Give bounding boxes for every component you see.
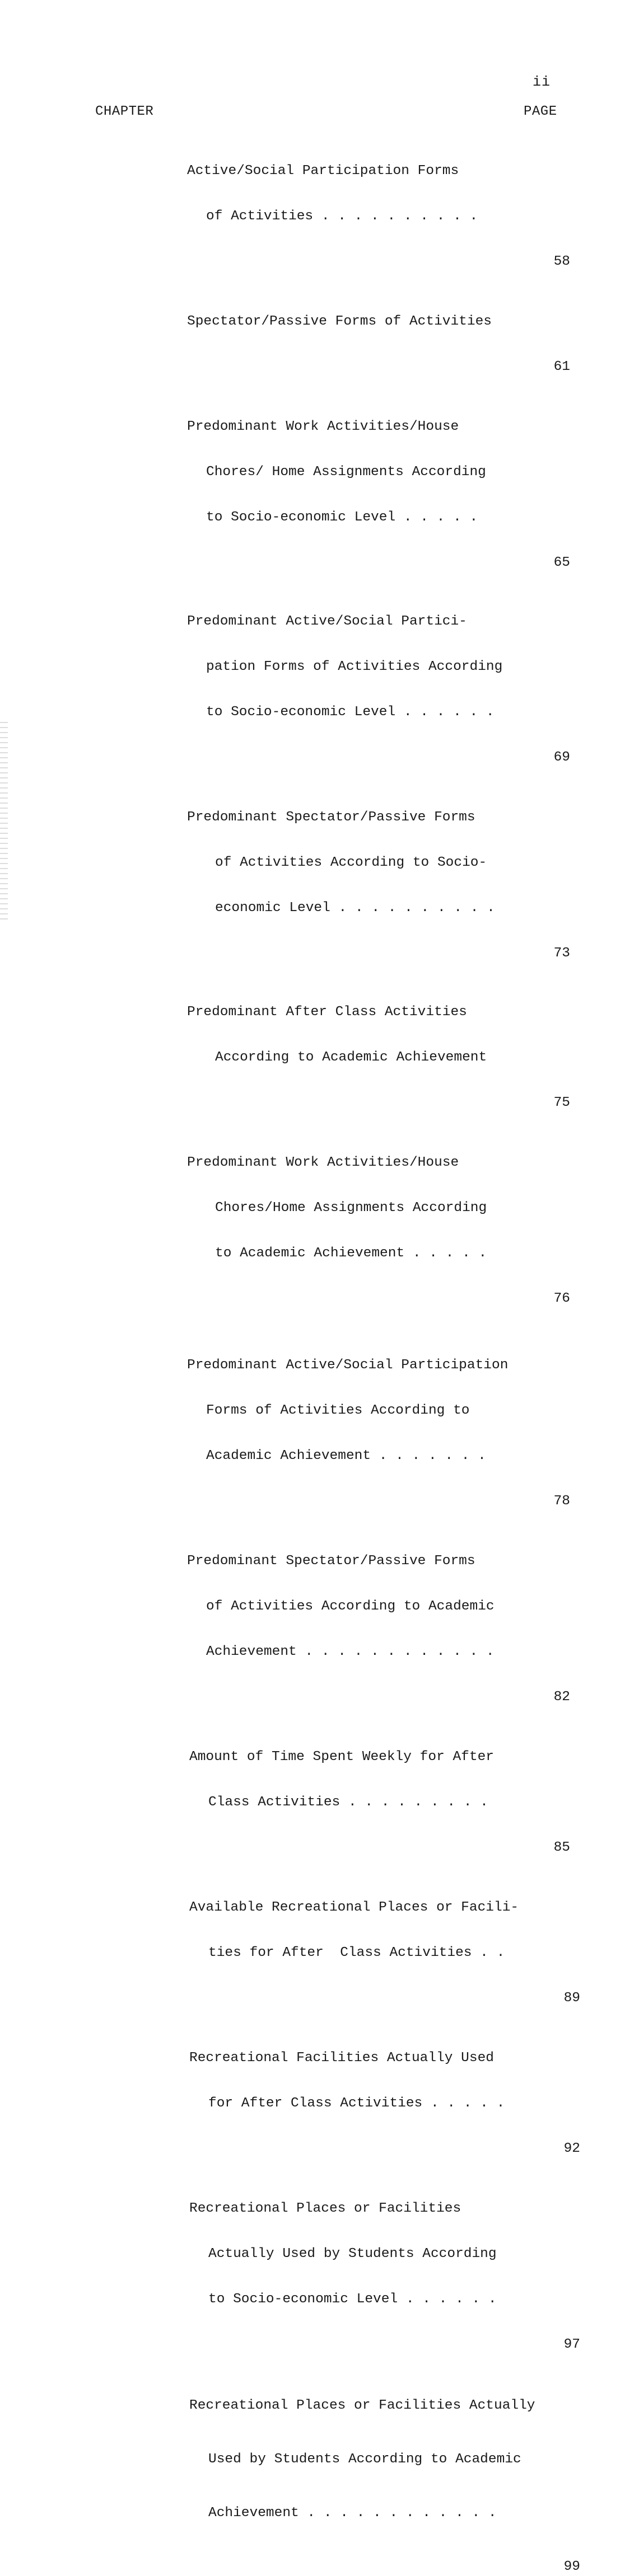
entry-page-number: 82: [553, 1690, 570, 1705]
entry-title-line: Available Recreational Places or Facili-: [189, 1900, 519, 1915]
entry-title-line: Academic Achievement . . . . . . .: [206, 1448, 486, 1463]
entry-page-number: 92: [563, 2141, 580, 2156]
entry-page-number: 89: [563, 1991, 580, 2006]
entry-title-line: Achievement . . . . . . . . . . . .: [208, 2505, 497, 2521]
entry-title-line: Predominant Work Activities/House: [187, 1155, 459, 1170]
toc-entry: [187, 284, 579, 374]
entry-page-number: 58: [553, 254, 570, 269]
entry-page-number: 65: [553, 555, 570, 570]
entry-title-line: Class Activities . . . . . . . . .: [208, 1795, 488, 1810]
entry-title-line: Chores/Home Assignments According: [215, 1200, 487, 1216]
toc-entry: [189, 2361, 579, 2576]
page-number: ii: [533, 74, 551, 90]
toc-entry: [189, 1719, 579, 1855]
entry-title-line: to Socio-economic Level . . . . . .: [206, 705, 495, 720]
entry-page-number: 75: [553, 1095, 570, 1110]
entry-title-line: Predominant Spectator/Passive Forms: [187, 810, 475, 825]
entry-title-line: Used by Students According to Academic: [208, 2452, 521, 2467]
entry-title-line: Achievement . . . . . . . . . . . .: [206, 1644, 495, 1659]
entry-page-number: 61: [553, 359, 570, 374]
entry-title-line: Amount of Time Spent Weekly for After: [189, 1749, 494, 1765]
entry-page-number: 69: [553, 750, 570, 765]
page-column-header: PAGE: [524, 104, 557, 119]
toc-entry: [189, 2020, 579, 2156]
chapter-column-header: CHAPTER: [95, 104, 154, 119]
entry-title-line: According to Academic Achievement: [215, 1050, 487, 1065]
entry-title-line: Active/Social Participation Forms: [187, 163, 459, 179]
entry-title-line: Chores/ Home Assignments According: [206, 464, 486, 480]
entry-title-line: Predominant Work Activities/House: [187, 419, 459, 434]
entry-title-line: Spectator/Passive Forms of Activities: [187, 314, 492, 329]
entry-title-line: Forms of Activities According to: [206, 1403, 470, 1418]
entry-title-line: economic Level . . . . . . . . . .: [215, 900, 495, 916]
entry-title-line: Recreational Facilities Actually Used: [189, 2051, 494, 2066]
table-of-contents-list: [187, 133, 579, 2576]
entry-title-line: Recreational Places or Facilities Actually: [189, 2398, 535, 2413]
entry-title-line: Actually Used by Students According: [208, 2246, 497, 2261]
entry-title-line: Predominant After Class Activities: [187, 1005, 467, 1020]
toc-entry: [187, 1125, 579, 1306]
toc-entry: [187, 1523, 579, 1705]
entry-title-line: pation Forms of Activities According: [206, 659, 503, 674]
entry-title-line: of Activities According to Academic: [206, 1599, 495, 1614]
entry-title-line: of Activities . . . . . . . . . .: [206, 209, 478, 224]
entry-title-line: Predominant Spectator/Passive Forms: [187, 1554, 475, 1569]
scan-edge-artifact: [0, 722, 8, 923]
toc-entry: [187, 389, 579, 570]
entry-page-number: 76: [553, 1291, 570, 1306]
entry-page-number: 73: [553, 946, 570, 961]
entry-page-number: 99: [563, 2559, 580, 2574]
entry-page-number: 97: [563, 2337, 580, 2352]
toc-entry: [187, 780, 579, 961]
toc-entry: [187, 974, 579, 1110]
entry-title-line: ties for After Class Activities . .: [208, 1945, 505, 1960]
toc-entry: [187, 133, 579, 269]
entry-title-line: Predominant Active/Social Partici-: [187, 614, 467, 629]
entry-page-number: 85: [553, 1840, 570, 1855]
toc-entry: [187, 1327, 579, 1509]
entry-title-line: Recreational Places or Facilities: [189, 2201, 461, 2216]
entry-title-line: of Activities According to Socio-: [215, 855, 487, 870]
entry-title-line: to Academic Achievement . . . . .: [215, 1246, 487, 1261]
entry-title-line: to Socio-economic Level . . . . . .: [208, 2292, 497, 2307]
toc-entry: [189, 2171, 579, 2352]
toc-entry: [189, 1870, 579, 2006]
entry-title-line: to Socio-economic Level . . . . .: [206, 510, 478, 525]
toc-entry: [187, 584, 579, 765]
entry-title-line: Predominant Active/Social Participation: [187, 1358, 509, 1373]
entry-page-number: 78: [553, 1494, 570, 1509]
entry-title-line: for After Class Activities . . . . .: [208, 2096, 505, 2111]
